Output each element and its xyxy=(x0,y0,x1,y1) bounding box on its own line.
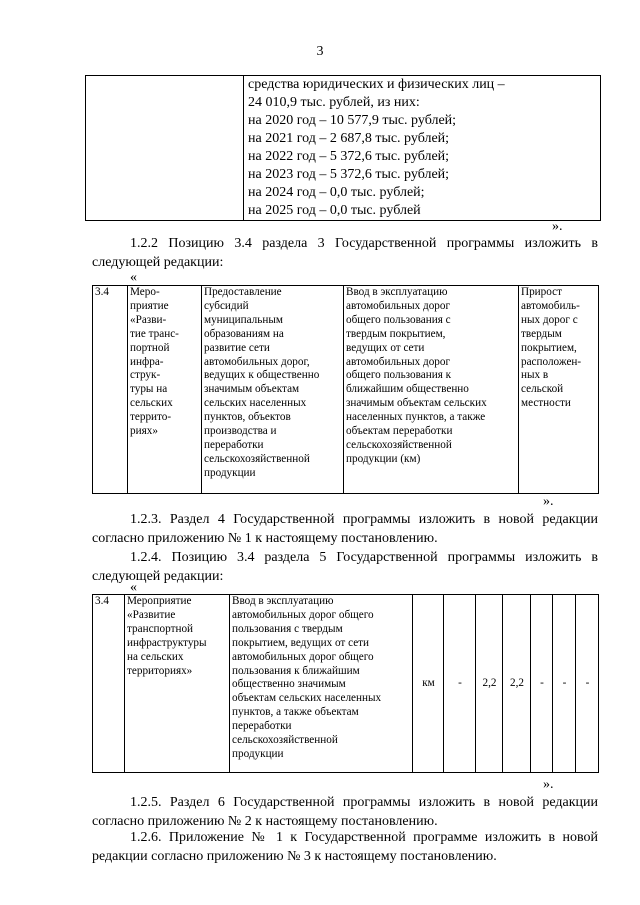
close-quote: ». xyxy=(543,494,554,509)
cell-line: общего пользования к xyxy=(346,369,452,382)
cell-line: ных дорог с xyxy=(521,313,578,326)
indicator-cell xyxy=(230,595,413,773)
cell-line: сельских населенных xyxy=(204,397,307,410)
cell-line: местности xyxy=(521,397,571,410)
cell-line: ведущих к общественно xyxy=(204,369,320,382)
measure-name-cell xyxy=(125,595,230,773)
funding-line: на 2020 год – 10 577,9 тыс. рублей; xyxy=(248,113,457,128)
cell-line: автомобильных дорог xyxy=(346,299,451,312)
paragraph-1-2-2: 1.2.2 Позицию 3.4 раздела 3 Государственной программы изложить в следующей редакции: xyxy=(92,236,598,270)
cell-line: продукции (км) xyxy=(346,452,421,465)
measure-description-cell xyxy=(202,286,344,494)
cell-line: муниципальным xyxy=(204,313,283,326)
cell-line: ближайшим общественно xyxy=(346,383,469,396)
paragraph-1-2-4: 1.2.4. Позицию 3.4 раздела 5 Государственной программы изложить в следующей редакции: xyxy=(92,550,598,584)
cell-line: развитие сети xyxy=(204,341,270,354)
cell-line: автомобиль- xyxy=(521,299,580,312)
cell-line: струк- xyxy=(130,369,161,382)
cell-line: сельскохозяйственной xyxy=(204,452,310,465)
paragraph-1-2-6: 1.2.6. Приложение № 1 к Государственной программе изложить в новой редакции согласно приложению № 3 к настоящему постановлению. xyxy=(92,830,598,864)
cell-line: продукции xyxy=(204,466,256,479)
cell-line: расположен- xyxy=(521,355,582,368)
cell-line: территориях» xyxy=(127,664,193,677)
value-cell: - xyxy=(444,595,476,773)
cell-line: риях» xyxy=(130,425,158,438)
cell-line: пунктов, объектов xyxy=(204,411,291,424)
cell-line: образованиям на xyxy=(204,327,284,340)
position-table-section-3 xyxy=(92,285,599,494)
close-quote: ». xyxy=(543,777,554,792)
position-number-text: 3.4 xyxy=(95,286,109,298)
cell-line: портной xyxy=(130,341,170,354)
position-number xyxy=(93,595,125,773)
measure-name-cell xyxy=(128,286,202,494)
funding-line: 24 010,9 тыс. рублей, из них: xyxy=(248,95,420,110)
cell-line: субсидий xyxy=(204,299,249,312)
funding-table xyxy=(85,75,601,221)
cell-line: «Разви- xyxy=(130,313,167,326)
cell-line: покрытием, ведущих от сети xyxy=(232,636,370,649)
close-quote: ». xyxy=(552,219,563,234)
cell-line: автомобильных дорог общего xyxy=(232,650,374,663)
cell-line: сельских xyxy=(130,397,173,410)
cell-line: переработки xyxy=(232,720,292,733)
cell-line: инфра- xyxy=(130,355,164,368)
cell-line: автомобильных дорог общего xyxy=(232,608,374,621)
cell-line: ведущих от сети xyxy=(346,341,425,354)
funding-line: на 2025 год – 0,0 тыс. рублей xyxy=(248,203,421,218)
cell-line: сельской xyxy=(521,383,564,396)
indicator-cell xyxy=(344,286,519,494)
cell-line: на сельских xyxy=(127,650,184,663)
cell-line: тие транс- xyxy=(130,327,179,340)
value-cell: 2,2 xyxy=(503,595,531,773)
funding-text-cell xyxy=(244,76,601,221)
cell-line: сельскохозяйственной xyxy=(346,438,452,451)
cell-line: ных в xyxy=(521,369,549,382)
funding-line: на 2022 год – 5 372,6 тыс. рублей; xyxy=(248,149,450,164)
paragraph-1-2-3: 1.2.3. Раздел 4 Государственной программы изложить в новой редакции согласно приложению № 1 к настоящему постановлению. xyxy=(92,512,598,546)
cell-line: населенных пунктов, а также xyxy=(346,411,486,424)
cell-line: туры на xyxy=(130,383,168,396)
funding-line: на 2021 год – 2 687,8 тыс. рублей; xyxy=(248,131,450,146)
cell-line: общего пользования с xyxy=(346,313,451,326)
funding-empty-cell xyxy=(86,76,244,221)
cell-line: значимым объектам xyxy=(204,383,300,396)
position-table-section-5 xyxy=(92,594,599,773)
cell-line: сельскохозяйственной xyxy=(232,734,338,747)
cell-line: Ввод в эксплуатацию xyxy=(346,286,448,298)
funding-line: на 2023 год – 5 372,6 тыс. рублей; xyxy=(248,167,450,182)
cell-line: Ввод в эксплуатацию xyxy=(232,595,334,607)
cell-line: производства и xyxy=(204,425,277,438)
cell-line: переработки xyxy=(204,438,264,451)
cell-line: Прирост xyxy=(521,286,562,298)
funding-line: на 2024 год – 0,0 тыс. рублей; xyxy=(248,185,425,200)
cell-line: инфраструктуры xyxy=(127,636,207,649)
cell-line: «Развитие xyxy=(127,608,176,621)
cell-line: Меро- xyxy=(130,286,160,298)
paragraph-1-2-5: 1.2.5. Раздел 6 Государственной программы изложить в новой редакции согласно приложению № 2 к настоящему постановлению. xyxy=(92,795,598,829)
value-cell: - xyxy=(531,595,553,773)
cell-line: продукции xyxy=(232,747,284,760)
cell-line: пользования с твердым xyxy=(232,622,343,635)
position-number xyxy=(93,286,128,494)
cell-line: Предоставление xyxy=(204,286,282,298)
cell-line: общественно значимым xyxy=(232,678,346,691)
cell-line: автомобильных дорог, xyxy=(204,355,310,368)
cell-line: пунктов, а также объектам xyxy=(232,706,359,719)
cell-line: объектам сельских населенных xyxy=(232,692,382,705)
cell-line: значимым объектам сельских xyxy=(346,397,487,410)
page-number: 3 xyxy=(316,44,324,59)
cell-line: твердым покрытием, xyxy=(346,327,446,340)
position-number-text: 3.4 xyxy=(95,595,109,607)
unit-cell: км xyxy=(413,595,444,773)
cell-line: террито- xyxy=(130,411,172,424)
open-quote: « xyxy=(130,270,137,285)
cell-line: Мероприятие xyxy=(127,595,192,607)
cell-line: покрытием, xyxy=(521,341,577,354)
cell-line: приятие xyxy=(130,299,169,312)
cell-line: объектам переработки xyxy=(346,425,453,438)
open-quote: « xyxy=(130,580,137,595)
cell-line: пользования к ближайшим xyxy=(232,664,360,677)
value-cell: 2,2 xyxy=(476,595,503,773)
value-cell: - xyxy=(576,595,599,773)
value-cell: - xyxy=(553,595,576,773)
result-cell xyxy=(519,286,599,494)
cell-line: автомобильных дорог xyxy=(346,355,451,368)
cell-line: твердым xyxy=(521,327,562,340)
funding-line: средства юридических и физических лиц – xyxy=(248,77,505,92)
cell-line: транспортной xyxy=(127,622,194,635)
